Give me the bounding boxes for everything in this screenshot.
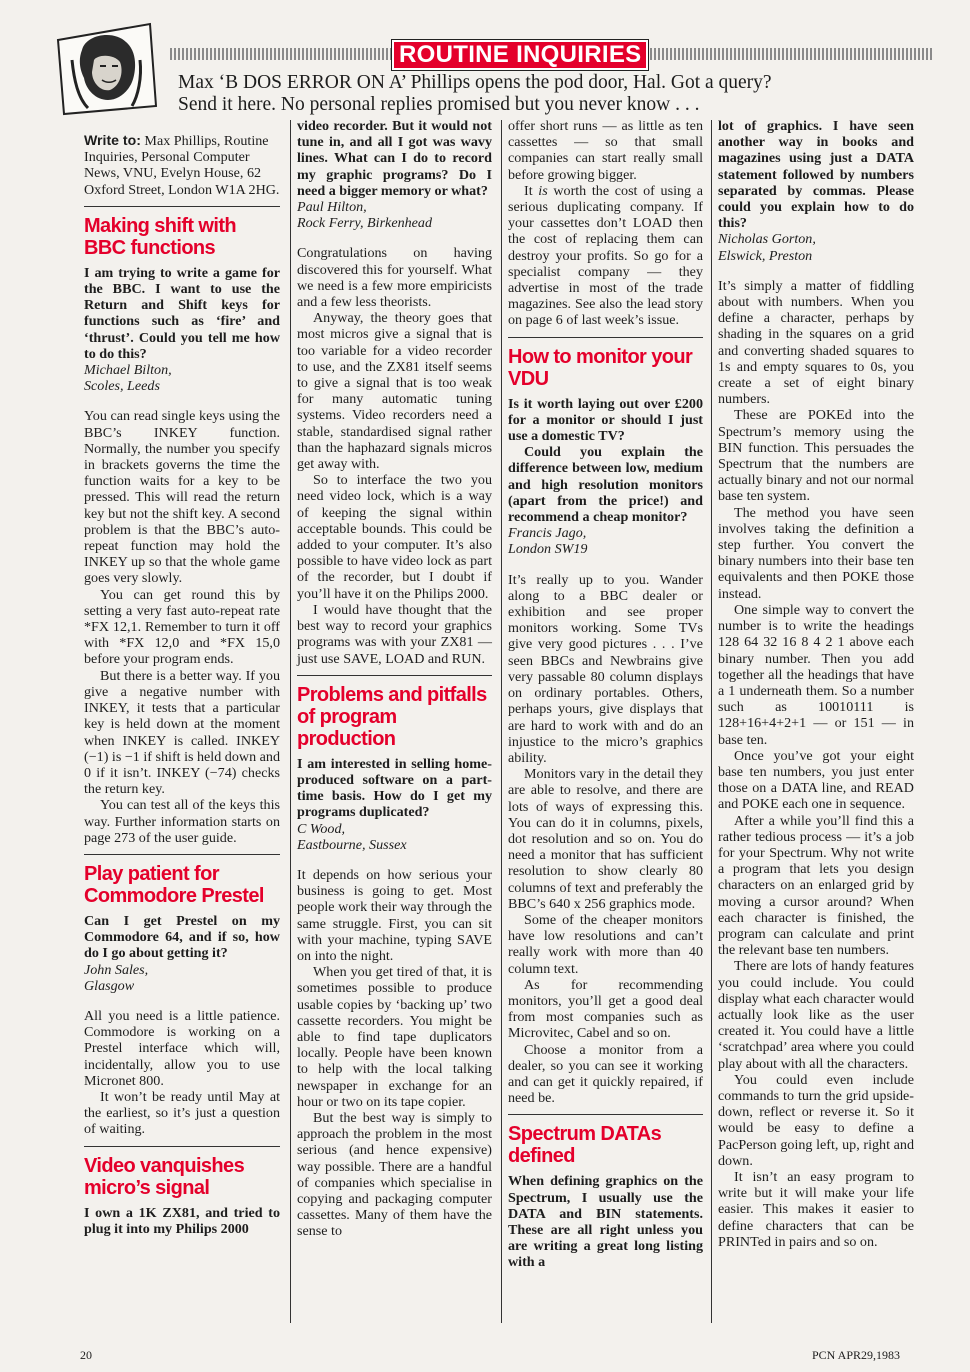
- heading-monitor-vdu: How to monitor your VDU: [508, 345, 693, 390]
- question: I am interested in selling home-produced software on a part-time basis. How do I get my programs duplicated?: [297, 755, 492, 821]
- divider: [297, 675, 492, 676]
- columnist-portrait-icon: [52, 20, 162, 116]
- heading-spectrum-datas: Spectrum DATAs defined: [508, 1123, 662, 1168]
- answer-paragraph: It’s simply a matter of fiddling about with numbers. When you define a character, perhaps by shading in the squares on a grid and converting shaded squares to 1s and empty squares to 0s, you create a set of eight binary numbers.: [718, 277, 914, 408]
- column-intro: [178, 72, 938, 116]
- signature-place: Elswick, Preston: [718, 247, 813, 264]
- signature-place: Rock Ferry, Birkenhead: [297, 215, 433, 232]
- answer-paragraph: It won’t be ready until May at the earliest, so it’s just a question of waiting.: [84, 1088, 280, 1138]
- page-header: [40, 10, 920, 120]
- answer-paragraph: It depends on how serious your business is going to get. Most people work their way through the same struggle. First, you can sit with your machine, typing SAVE on into the night.: [297, 866, 492, 964]
- signature-name: C Wood,: [297, 820, 346, 837]
- answer-paragraph: Some of the cheaper monitors have low resolutions and can’t really work with more than 40 column text.: [508, 911, 703, 977]
- column-1: [84, 118, 280, 1237]
- question: Is it worth laying out over £200 for a monitor or should I just use a domestic TV?: [508, 395, 703, 445]
- section-banner: ROUTINE INQUIRIES: [392, 40, 648, 70]
- answer-paragraph: After a while you’ll find this a rather tedious process — it’s a job for your Spectrum. Why not write a program that lets you design characters on an enlarged grid by moving a cursor around? When each character is finished, the program can calculate and print the relevant base ten numbers.: [718, 812, 914, 959]
- answer-paragraph: Once you’ve got your eight base ten numbers, you just enter those on a DATA line, and READ and POKE each one in sequence.: [718, 747, 914, 813]
- signature-name: Paul Hilton,: [297, 199, 367, 216]
- answer-paragraph: As for recommending monitors, you’ll get a good deal from most companies such as Microvitec, Cabel and so on.: [508, 976, 703, 1042]
- answer-paragraph: When you get tired of that, it is sometimes possible to produce usable copies by ‘backing up’ two cassette recorders. You might be able to find tape duplicators locally. People have been known to help with the local talking newspaper in exchange for an hour or two on its tape copier.: [297, 964, 492, 1110]
- answer-paragraph: Monitors vary in the detail they are able to resolve, and there are lots of ways of expressing this. You can do it in columns, pixels, dot resolution and so on. You do need a monitor that has sufficient resolution to show clearly 80 columns of text and preferably the BBC’s 640 x 256 graphics mode.: [508, 766, 703, 912]
- column-rule: [711, 120, 712, 1323]
- signature-name: John Sales,: [84, 961, 149, 978]
- answer-paragraph: But the best way is simply to approach the problem in the most serious (and hence expensive) way possible. There are a handful of companies which specialise in copying and packaging computer cassettes. Many of them have the sense to: [297, 1109, 492, 1240]
- answer-paragraph: I would have thought that the best way to record your graphics programs was with your ZX81 — just use SAVE, LOAD and RUN.: [297, 601, 492, 667]
- answer-paragraph: All you need is a little patience. Commodore is working on a Prestel interface which will, incidentally, allow you to use Micronet 800.: [84, 1007, 280, 1089]
- divider: [84, 206, 280, 207]
- emphasis-text: is: [538, 182, 548, 199]
- answer-paragraph: Anyway, the theory goes that most micros give a signal that is too variable for a video recorder to use, and the ZX81 itself seems to give a signal that is too weak for many automatic tuning systems. Video recorders need a stable, standardised signal rather than the haphazard signals micros get away with.: [297, 310, 492, 473]
- answer-paragraph: So to interface the two you need video lock, which is a way of keeping the signal within acceptable bounds. This could be added to your computer. It’s also possible to have video lock as part of the recorder, but I doubt if you’ll have it on the Philips 2000.: [297, 472, 492, 602]
- answer-paragraph: It isn’t an easy program to write but it will make your life easier. This makes it easier to define characters that can be PRINTed in pairs and so on.: [718, 1169, 914, 1250]
- question: Can I get Prestel on my Commodore 64, and if so, how do I go about getting it?: [84, 912, 280, 962]
- answer-paragraph: It’s really up to you. Wander along to a BBC dealer or exhibition and see proper monitors working. Some TVs give very good pictures . . . I’ve seen BBCs and Newbrains give very passable 80 column displays on ordinary portables. Others, perhaps yours, give displays that are hard to work with and do an injustice to the micro’s graphics ability.: [508, 571, 703, 766]
- answer-paragraph: You can get round this by setting a very fast auto-repeat rate *FX 12,1. Remember to turn it off with *FX 12,0 and *FX 15,0 before your program ends.: [84, 586, 280, 668]
- signature-place: Scoles, Leeds: [84, 378, 160, 395]
- write-to-text: Max Phillips, Routine Inquiries, Personal Computer News, VNU, Evelyn House, 62 Oxford Street, London W1A 2HG.: [84, 133, 280, 198]
- column-3: [508, 118, 703, 1271]
- signature-place: London SW19: [508, 541, 588, 558]
- answer-paragraph: [508, 183, 703, 329]
- issue-date: PCN APR29,1983: [812, 1348, 901, 1362]
- answer-paragraph: You could even include commands to turn the grid upside-down, reflect or reverse it. So it would be easy to define a PacPerson going left, up, right and down.: [718, 1071, 914, 1169]
- page-number: 20: [80, 1348, 92, 1362]
- column-2: [297, 118, 492, 1240]
- question: I am trying to write a game for the BBC. I want to use the Return and Shift keys for functions such as ‘fire’ and ‘thrust’. Could you tell me how to do this?: [84, 264, 280, 362]
- answer-paragraph: But there is a better way. If you give a negative number with INKEY, it tests that a particular key is held down at the moment when INKEY is called. INKEY (−1) is −1 if shift is held down and 0 if it isn’t. INKEY (−74) checks the return key.: [84, 667, 280, 798]
- heading-video-signal: Video vanquishes micro’s signal: [84, 1154, 245, 1199]
- question: When defining graphics on the Spectrum, I usually use the DATA and BIN statements. These are all right unless you are writing a great long listing with a: [508, 1173, 703, 1271]
- column-rule: [501, 120, 502, 1323]
- write-to-address: [84, 132, 280, 198]
- write-to-label: Write to:: [84, 132, 141, 148]
- question: Could you explain the difference between low, medium and high resolution monitors (apart from the price!) and recommend a cheap monitor?: [508, 444, 703, 526]
- answer-paragraph-continued: offer short runs — as little as ten cassettes — so that small companies can start really small before growing bigger.: [508, 118, 703, 183]
- signature-name: Nicholas Gorton,: [718, 231, 816, 248]
- heading-commodore-prestel: Play patient for Commodore Prestel: [84, 862, 264, 907]
- answer-paragraph: You can test all of the keys this way. Further information starts on page 273 of the user guide.: [84, 797, 280, 846]
- answer-paragraph: The method you have seen involves taking the definition a step further. You convert the binary numbers into their base ten equivalents and then POKE those instead.: [718, 504, 914, 602]
- divider: [84, 1146, 280, 1147]
- signature-place: Eastbourne, Sussex: [297, 836, 407, 853]
- question-continued: video recorder. But it would not tune in, and all I got was wavy lines. What can I do to record my graphic programs? Do I need a bigger memory or what?: [297, 118, 492, 199]
- divider: [84, 854, 280, 855]
- divider: [508, 1114, 703, 1115]
- signature-name: Michael Bilton,: [84, 362, 172, 379]
- divider: [508, 337, 703, 338]
- answer-paragraph: These are POKEd into the Spectrum’s memory using the BIN function. This persuades the Spectrum that the numbers are actually binary and not our normal base ten system.: [718, 407, 914, 505]
- question: I own a 1K ZX81, and tried to plug it into my Philips 2000: [84, 1204, 280, 1237]
- heading-program-production: Problems and pitfalls of program production: [297, 683, 487, 750]
- answer-paragraph: You can read single keys using the BBC’s INKEY function. Normally, the number you specify in brackets governs the time the function waits for a key to be pressed. This will read the return key but not the shift key. A second problem is that the BBC’s auto-repeat function may hold the INKEY up so that the whole game goes very slowly.: [84, 408, 280, 587]
- text-run: worth the cost of using a serious duplicating company. If your cassettes don’t LOAD then the cost of replacing them can destroy your profits. So go for a specialist company — they advertise in most of the trade magazines. See also the lead story on page 6 of last week’s issue.: [508, 182, 703, 329]
- answer-paragraph: Choose a monitor from a dealer, so you can see it working and can get it quickly repaired, if need be.: [508, 1041, 703, 1107]
- column-rule: [290, 120, 291, 1323]
- question-continued: lot of graphics. I have seen another way in books and magazines using just a DATA statement followed by numbers separated by commas. Please could you explain how to do this?: [718, 118, 914, 232]
- signature-name: Francis Jago,: [508, 525, 587, 542]
- intro-line-1: Max ‘B DOS ERROR ON A’ Phillips opens the pod door, Hal. Got a query?: [178, 72, 772, 93]
- signature-place: Glasgow: [84, 977, 135, 994]
- intro-line-2: Send it here. No personal replies promised but you never know . . .: [178, 94, 700, 115]
- text-run: It: [524, 182, 539, 199]
- answer-paragraph: There are lots of handy features you could include. You could display what each character would actually look like as the user created it. You could have a little ‘scratchpad’ area where you could play about with all the characters.: [718, 958, 914, 1072]
- answer-paragraph: One simple way to convert the number is to write the headings 128 64 32 16 8 4 2 1 above each binary number. Then you add together all the headings that have a 1 underneath them. So a number such as 10010111 is 128+16+4+2+1 — or 151 — in base ten.: [718, 601, 914, 748]
- answer-paragraph: Congratulations on having discovered this for yourself. What we need is a few more empiricists and a few less theorists.: [297, 245, 492, 311]
- heading-bbc-shift: Making shift with BBC functions: [84, 214, 237, 259]
- column-4: [718, 118, 914, 1250]
